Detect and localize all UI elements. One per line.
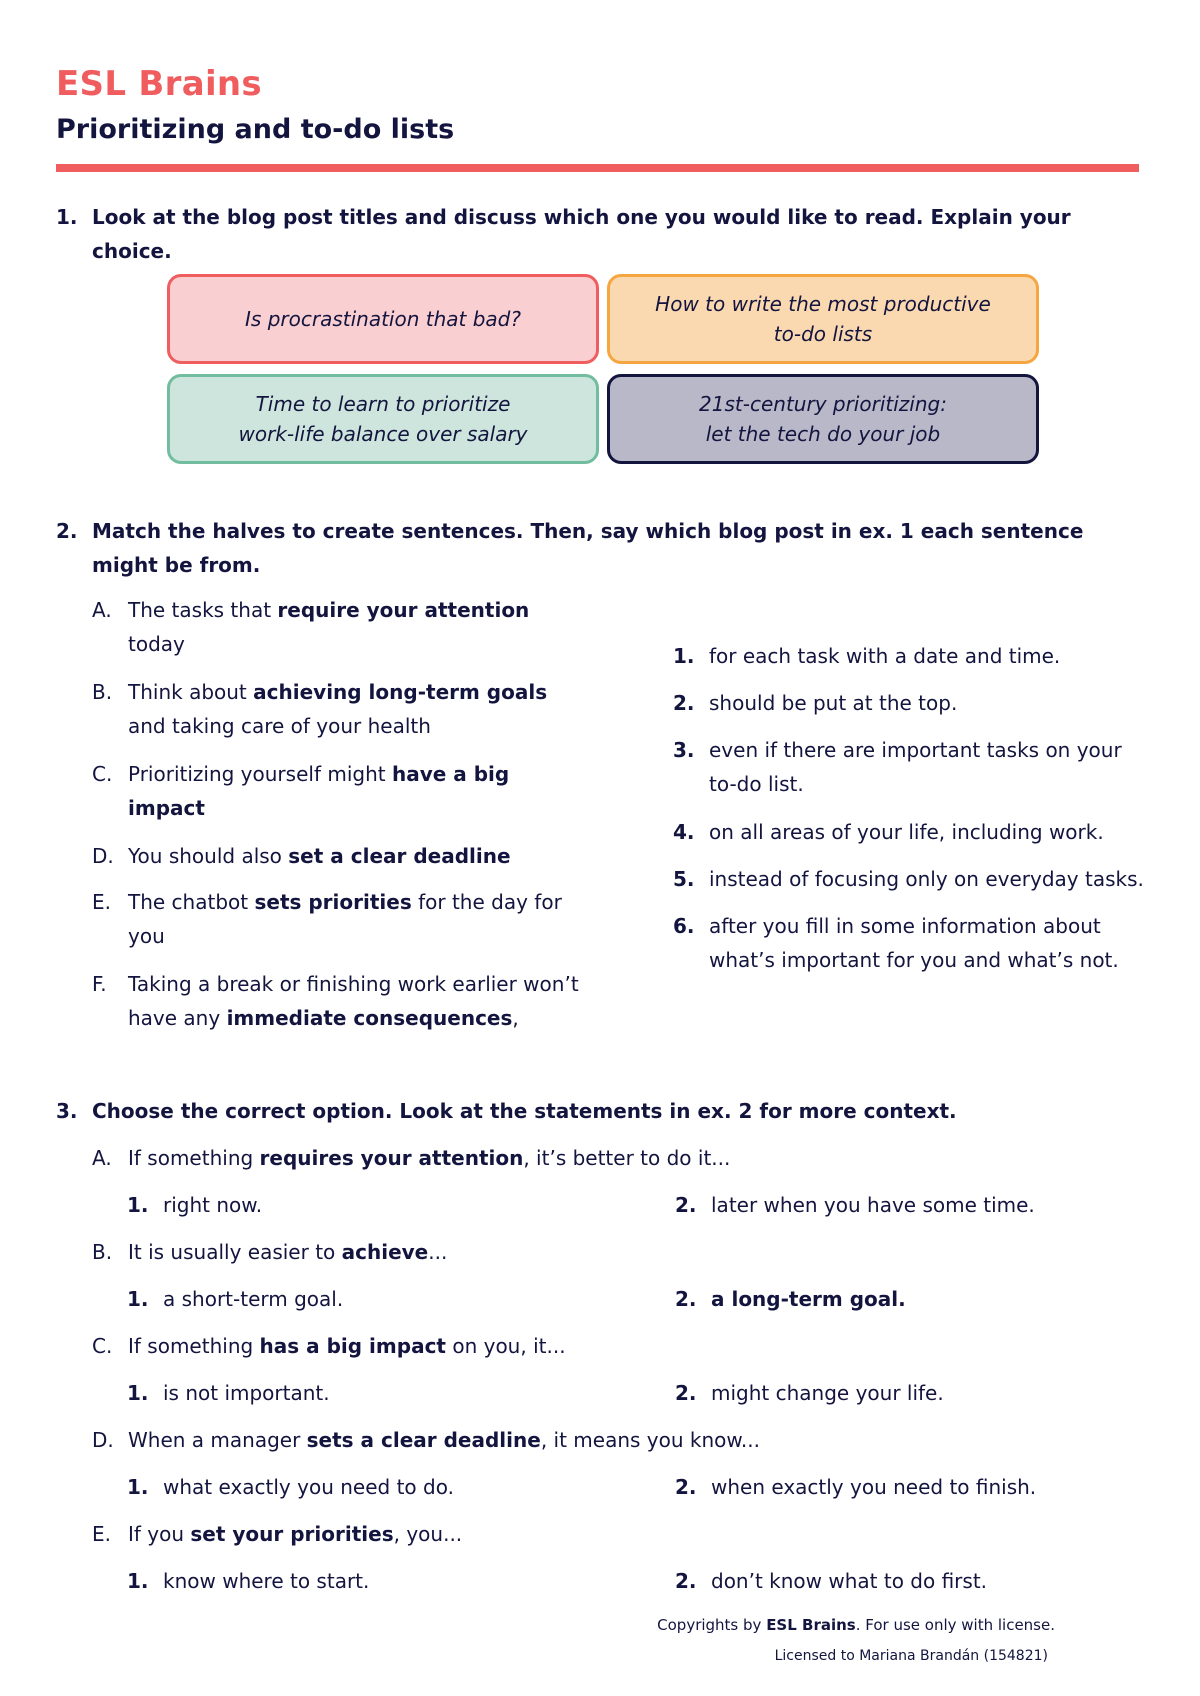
option-number: 2.	[675, 1287, 697, 1311]
ex2-left-item	[92, 593, 562, 661]
text-part: today	[128, 632, 185, 656]
blog-card-1	[167, 274, 599, 364]
ex2-left-item	[92, 885, 562, 953]
ex3-question	[92, 1235, 1092, 1269]
item-number: 4.	[673, 820, 695, 844]
ex3-option	[127, 1282, 607, 1316]
ex3-option	[675, 1470, 1145, 1504]
key-phrase: have a big impact	[128, 762, 510, 820]
header-divider	[56, 164, 1139, 172]
text-part: , it’s better to do it...	[523, 1146, 731, 1170]
blog-card-1-text: Is procrastination that bad?	[245, 307, 521, 331]
key-phrase: require your attention	[277, 598, 530, 622]
option-text: don’t know what to do first.	[711, 1569, 988, 1593]
ex2-left-item	[92, 967, 582, 1035]
ex3-option	[127, 1470, 607, 1504]
item-text: on all areas of your life, including work.	[709, 820, 1104, 844]
blog-card-4-text: 21st-century prioritizing: let the tech do your job	[699, 392, 947, 446]
item-text: even if there are important tasks on your to-do list.	[709, 738, 1122, 796]
ex2-left-item	[92, 839, 572, 873]
item-letter: E.	[92, 890, 111, 914]
text-part: If something	[128, 1146, 260, 1170]
text-part: for the day for you	[128, 890, 562, 948]
ex3-question	[92, 1141, 1092, 1175]
ex1-instruction: Look at the blog post titles and discuss which one you would like to read. Explain your choice.	[92, 205, 1071, 263]
option-text: might change your life.	[711, 1381, 944, 1405]
question-letter: D.	[92, 1428, 114, 1452]
text-part: When a manager	[128, 1428, 307, 1452]
option-number: 1.	[127, 1475, 149, 1499]
ex1-number: 1.	[56, 205, 78, 229]
option-text: when exactly you need to finish.	[711, 1475, 1037, 1499]
brand-logo: ESL Brains	[56, 64, 262, 104]
question-letter: A.	[92, 1146, 112, 1170]
ex3-option	[127, 1376, 607, 1410]
ex3-question	[92, 1423, 1092, 1457]
text-part: You should also	[128, 844, 289, 868]
ex3-heading	[56, 1094, 1146, 1128]
key-phrase: set a clear deadline	[288, 844, 511, 868]
question-letter: E.	[92, 1522, 111, 1546]
copyright-notice	[657, 1616, 1055, 1634]
ex1-heading	[56, 200, 1146, 268]
ex3-question	[92, 1517, 1092, 1551]
item-letter: D.	[92, 844, 114, 868]
option-number: 1.	[127, 1287, 149, 1311]
option-number: 2.	[675, 1569, 697, 1593]
question-letter: B.	[92, 1240, 113, 1264]
ex2-right-item	[673, 815, 1173, 849]
item-number: 1.	[673, 644, 695, 668]
text-part: , you...	[393, 1522, 463, 1546]
text-part: and taking care of your health	[128, 714, 431, 738]
ex3-option	[675, 1376, 1145, 1410]
item-letter: F.	[92, 972, 107, 996]
ex3-instruction: Choose the correct option. Look at the statements in ex. 2 for more context.	[92, 1099, 957, 1123]
blog-card-2	[607, 274, 1039, 364]
key-phrase: achieve	[341, 1240, 429, 1264]
ex2-number: 2.	[56, 519, 78, 543]
option-number: 2.	[675, 1475, 697, 1499]
text-part: Prioritizing yourself might	[128, 762, 392, 786]
page-title: Prioritizing and to-do lists	[56, 114, 455, 145]
item-letter: B.	[92, 680, 113, 704]
text-part: If something	[128, 1334, 260, 1358]
ex3-option	[675, 1188, 1145, 1222]
blog-card-2-text: How to write the most productive to-do lists	[655, 292, 991, 346]
text-part: . For use only with license.	[855, 1616, 1055, 1634]
ex2-left-item	[92, 675, 562, 743]
text-part: on you, it...	[445, 1334, 566, 1358]
option-number: 2.	[675, 1381, 697, 1405]
key-phrase: has a big impact	[259, 1334, 446, 1358]
item-text: for each task with a date and time.	[709, 644, 1061, 668]
ex2-instruction: Match the halves to create sentences. Then, say which blog post in ex. 1 each sentence might be from.	[92, 519, 1084, 577]
license-notice: Licensed to Mariana Brandán (154821)	[774, 1648, 1048, 1664]
text-part: Think about	[128, 680, 254, 704]
blog-card-3	[167, 374, 599, 464]
text-part: ...	[428, 1240, 448, 1264]
item-number: 6.	[673, 914, 695, 938]
text-part: It is usually easier to	[128, 1240, 342, 1264]
item-number: 3.	[673, 738, 695, 762]
blog-card-3-text: Time to learn to prioritize work-life balance over salary	[238, 392, 528, 446]
key-phrase: immediate consequences	[226, 1006, 513, 1030]
option-text: a short-term goal.	[163, 1287, 344, 1311]
ex2-heading	[56, 514, 1096, 582]
ex3-option	[127, 1564, 607, 1598]
option-number: 1.	[127, 1193, 149, 1217]
option-text: know where to start.	[163, 1569, 370, 1593]
text-part: , it means you know...	[540, 1428, 760, 1452]
ex3-option	[127, 1188, 607, 1222]
ex3-option	[675, 1282, 1145, 1316]
ex2-right-item	[673, 686, 1173, 720]
item-letter: A.	[92, 598, 112, 622]
item-text: should be put at the top.	[709, 691, 958, 715]
blog-card-4	[607, 374, 1039, 464]
item-number: 5.	[673, 867, 695, 891]
ex2-left-item	[92, 757, 522, 825]
text-part: The tasks that	[128, 598, 278, 622]
ex3-number: 3.	[56, 1099, 78, 1123]
text-part: The chatbot	[128, 890, 255, 914]
key-phrase: requires your attention	[259, 1146, 524, 1170]
ex2-right-item	[673, 862, 1183, 896]
text-part: ,	[512, 1006, 519, 1030]
option-text: later when you have some time.	[711, 1193, 1035, 1217]
ex3-option	[675, 1564, 1145, 1598]
text-part: Taking a break or finishing work earlier won’t have any	[128, 972, 579, 1030]
option-text: a long-term goal.	[711, 1287, 906, 1311]
option-number: 1.	[127, 1569, 149, 1593]
question-letter: C.	[92, 1334, 113, 1358]
option-number: 1.	[127, 1381, 149, 1405]
key-phrase: sets priorities	[254, 890, 412, 914]
key-phrase: sets a clear deadline	[306, 1428, 541, 1452]
key-phrase: set your priorities	[190, 1522, 394, 1546]
item-text: after you fill in some information about what’s important for you and what’s not.	[709, 914, 1119, 972]
key-phrase: achieving long-term goals	[253, 680, 548, 704]
copyright-brand: ESL Brains	[766, 1616, 856, 1634]
ex2-right-item	[673, 733, 1153, 801]
ex3-question	[92, 1329, 1092, 1363]
ex2-right-item	[673, 909, 1143, 977]
item-number: 2.	[673, 691, 695, 715]
item-text: instead of focusing only on everyday tasks.	[709, 867, 1144, 891]
option-text: right now.	[163, 1193, 263, 1217]
option-text: is not important.	[163, 1381, 330, 1405]
option-number: 2.	[675, 1193, 697, 1217]
option-text: what exactly you need to do.	[163, 1475, 454, 1499]
text-part: If you	[128, 1522, 191, 1546]
item-letter: C.	[92, 762, 113, 786]
ex2-right-item	[673, 639, 1173, 673]
text-part: Copyrights by	[657, 1616, 767, 1634]
